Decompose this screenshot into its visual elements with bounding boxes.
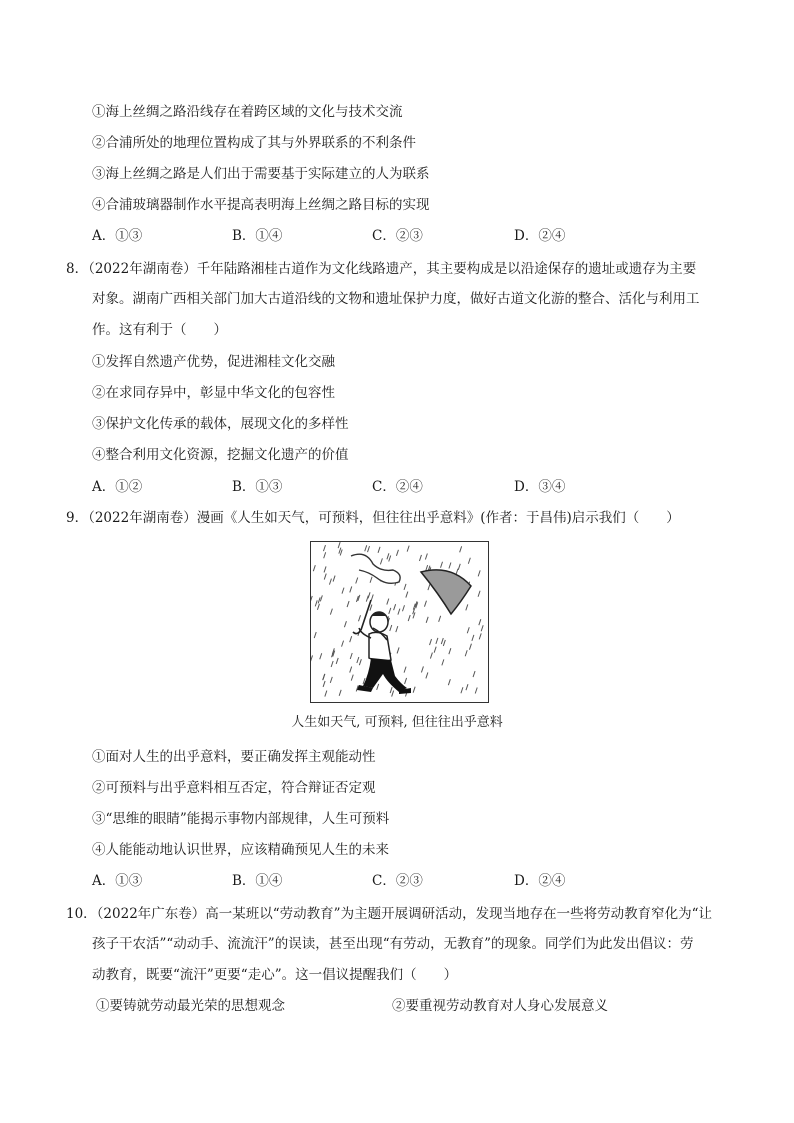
rain-streak bbox=[441, 638, 443, 644]
cartoon-drawing bbox=[311, 542, 488, 702]
rain-streak bbox=[380, 558, 382, 564]
rain-streak bbox=[371, 595, 373, 601]
rain-streak bbox=[331, 661, 333, 667]
q8-stem-line-2: 对象。湖南广西相关部门加大古道沿线的文物和遗址保护力度，做好古道文化游的整合、活化与利用工 bbox=[92, 291, 700, 307]
rain-streak bbox=[398, 609, 400, 615]
rain-streak bbox=[314, 632, 316, 638]
q7-option-c: C．②③ bbox=[372, 228, 423, 244]
rain-streak bbox=[434, 647, 436, 653]
rain-streak bbox=[342, 641, 344, 647]
rain-streak bbox=[426, 672, 428, 678]
rain-streak bbox=[469, 644, 471, 650]
rain-streak bbox=[329, 579, 331, 585]
rain-streak bbox=[325, 691, 327, 697]
rain-streak bbox=[368, 592, 370, 598]
rain-streak bbox=[342, 588, 344, 594]
rain-streak bbox=[404, 584, 406, 590]
q7-item-3: ③海上丝绸之路是人们出于需要基于实际建立的人为联系 bbox=[92, 166, 430, 182]
rain-streak bbox=[478, 570, 480, 576]
rain-streak bbox=[390, 687, 392, 693]
rain-streak bbox=[356, 578, 358, 584]
q8-stem-line-1: 8．（2022年湖南卷）千年陆路湘桂古道作为文化线路遗产，其主要构成是以沿途保存的遗址或遗存为主要 bbox=[66, 261, 697, 277]
q7-item-1: ①海上丝绸之路沿线存在着跨区域的文化与技术交流 bbox=[92, 104, 403, 120]
rain-streak bbox=[481, 625, 483, 631]
rain-streak bbox=[397, 647, 399, 653]
rain-streak bbox=[313, 565, 315, 571]
rain-streak bbox=[468, 558, 470, 564]
rain-streak bbox=[424, 601, 426, 607]
rain-streak bbox=[359, 659, 361, 665]
rain-streak bbox=[408, 615, 410, 621]
rain-streak bbox=[396, 626, 398, 632]
rain-streak bbox=[377, 684, 379, 690]
q9-option-d: D．②④ bbox=[514, 873, 566, 889]
q8-item-3: ③保护文化传承的载体，展现文化的多样性 bbox=[92, 416, 349, 432]
rain-streak bbox=[350, 586, 352, 592]
rain-streak bbox=[315, 600, 317, 606]
rain-streak bbox=[387, 599, 389, 605]
rain-streak bbox=[404, 667, 406, 673]
rain-streak bbox=[426, 617, 428, 623]
rain-streak bbox=[396, 550, 398, 556]
rain-streak bbox=[366, 596, 368, 602]
q9-option-c: C．②③ bbox=[372, 873, 423, 889]
rain-streak bbox=[441, 562, 443, 568]
rain-streak bbox=[339, 548, 341, 554]
rain-streak bbox=[339, 690, 341, 696]
rain-streak bbox=[419, 555, 421, 561]
rain-streak bbox=[323, 681, 325, 687]
rain-streak bbox=[365, 545, 367, 551]
rain-streak bbox=[333, 576, 335, 582]
rain-streak bbox=[472, 635, 474, 641]
rain-streak bbox=[320, 653, 322, 659]
q9-item-3: ③“思维的眼睛”能揭示事物内部规律，人生可预料 bbox=[92, 811, 390, 827]
rain-streak bbox=[350, 653, 352, 659]
cartoon-caption: 人生如天气, 可预料, 但往往出乎意料 bbox=[291, 715, 503, 730]
q10-stem-line-3: 动教育，既要“流汗”更要“走心”。这一倡议提醒我们（ ） bbox=[92, 967, 458, 983]
q8-stem-line-3: 作。这有利于（ ） bbox=[92, 322, 227, 338]
q9-option-b: B．①④ bbox=[232, 873, 283, 889]
rain-streak bbox=[358, 615, 360, 621]
rain-streak bbox=[311, 596, 312, 602]
q8-item-1: ①发挥自然遗产优势，促进湘桂文化交融 bbox=[92, 354, 335, 370]
rain-streak bbox=[350, 636, 352, 642]
rain-streak bbox=[338, 542, 340, 548]
rain-streak bbox=[351, 675, 353, 681]
rain-streak bbox=[443, 640, 445, 646]
rain-streak bbox=[449, 562, 451, 568]
q8-item-2: ②在求同存异中，彰显中华文化的包容性 bbox=[92, 385, 335, 401]
rain-streak bbox=[442, 659, 444, 665]
rain-streak bbox=[458, 564, 460, 570]
q8-option-b: B．①③ bbox=[232, 479, 283, 495]
q7-item-4: ④合浦玻璃器制作水平提高表明海上丝绸之路目标的实现 bbox=[92, 197, 430, 213]
rain-streak bbox=[479, 633, 481, 639]
rain-streak bbox=[407, 546, 409, 552]
rain-streak bbox=[425, 553, 427, 559]
rain-streak bbox=[344, 621, 346, 627]
rain-streak bbox=[317, 604, 319, 610]
rain-streak bbox=[475, 687, 477, 693]
rain-streak bbox=[330, 677, 332, 683]
rain-streak bbox=[392, 691, 394, 697]
q8-item-4: ④整合利用文化资源，挖掘文化遗产的价值 bbox=[92, 447, 349, 463]
q10-item-2: ②要重视劳动教育对人身心发展意义 bbox=[392, 998, 608, 1014]
q9-stem: 9．（2022年湖南卷）漫画《人生如天气，可预料，但往往出乎意料》(作者：于昌伟)启示我们（ ） bbox=[66, 510, 680, 526]
rain-streak bbox=[357, 657, 359, 663]
rain-streak bbox=[394, 604, 396, 610]
rain-streak bbox=[430, 639, 432, 645]
rain-streak bbox=[406, 592, 408, 598]
rain-streak bbox=[389, 556, 391, 562]
rain-streak bbox=[479, 619, 481, 625]
q10-item-1: ①要铸就劳动最光荣的思想观念 bbox=[96, 998, 285, 1014]
rain-streak bbox=[320, 595, 322, 601]
rain-streak bbox=[405, 678, 407, 684]
q9-item-4: ④人能能动地认识世界，应该精确预见人生的未来 bbox=[92, 842, 389, 858]
rain-streak bbox=[350, 667, 352, 673]
rain-streak bbox=[439, 616, 441, 622]
rain-streak bbox=[402, 605, 404, 611]
rain-streak bbox=[436, 638, 438, 644]
rain-streak bbox=[330, 609, 332, 615]
rain-streak bbox=[428, 584, 430, 590]
q7-item-2: ②合浦所处的地理位置构成了其与外界联系的不利条件 bbox=[92, 135, 416, 151]
q10-stem-line-1: 10．（2022年广东卷）高一某班以“劳动教育”为主题开展调研活动，发现当地存在一些将劳动教育窄化为“让 bbox=[66, 906, 712, 922]
rain-streak bbox=[430, 653, 432, 659]
rain-streak bbox=[368, 546, 370, 552]
rain-streak bbox=[467, 627, 469, 633]
rain-streak bbox=[347, 601, 349, 607]
rain-streak bbox=[465, 650, 467, 656]
q7-option-a: A．①③ bbox=[92, 228, 143, 244]
rain-streak bbox=[473, 671, 475, 677]
rain-streak bbox=[466, 684, 468, 690]
rain-streak bbox=[478, 591, 480, 597]
rain-streak bbox=[390, 625, 392, 631]
rain-streak bbox=[324, 566, 326, 572]
rain-streak bbox=[421, 666, 423, 672]
q10-stem-line-2: 孩子干农活”“动动手、流流汗”的误读，甚至出现“有劳动，无教育”的现象。同学们为此发出倡议：劳 bbox=[92, 936, 694, 952]
rain-streak bbox=[448, 679, 450, 685]
rain-streak bbox=[466, 604, 468, 610]
rain-streak bbox=[324, 552, 326, 558]
rain-streak bbox=[336, 658, 338, 664]
rain-streak bbox=[389, 608, 391, 614]
rain-streak bbox=[323, 674, 325, 680]
rain-streak bbox=[318, 597, 320, 603]
q8-option-a: A．①② bbox=[92, 479, 143, 495]
rain-streak bbox=[449, 648, 451, 654]
rain-streak bbox=[370, 605, 372, 611]
rain-streak bbox=[461, 687, 463, 693]
q7-option-d: D．②④ bbox=[514, 228, 566, 244]
q8-option-d: D．③④ bbox=[514, 479, 566, 495]
q8-option-c: C．②④ bbox=[372, 479, 423, 495]
q9-item-2: ②可预料与出乎意料相互否定，符合辩证否定观 bbox=[92, 780, 376, 796]
rain-streak bbox=[413, 687, 415, 693]
rain-streak bbox=[340, 550, 342, 556]
q9-option-a: A．①③ bbox=[92, 873, 143, 889]
rain-streak bbox=[311, 655, 312, 661]
q7-option-b: B．①④ bbox=[232, 228, 283, 244]
rain-streak bbox=[323, 545, 325, 551]
rain-streak bbox=[370, 577, 372, 583]
rain-streak bbox=[324, 574, 326, 580]
cartoon-illustration bbox=[310, 541, 489, 703]
rain-streak bbox=[387, 553, 389, 559]
rain-streak bbox=[378, 547, 380, 553]
rain-streak bbox=[460, 546, 462, 552]
q9-item-1: ①面对人生的出乎意料，要正确发挥主观能动性 bbox=[92, 749, 376, 765]
